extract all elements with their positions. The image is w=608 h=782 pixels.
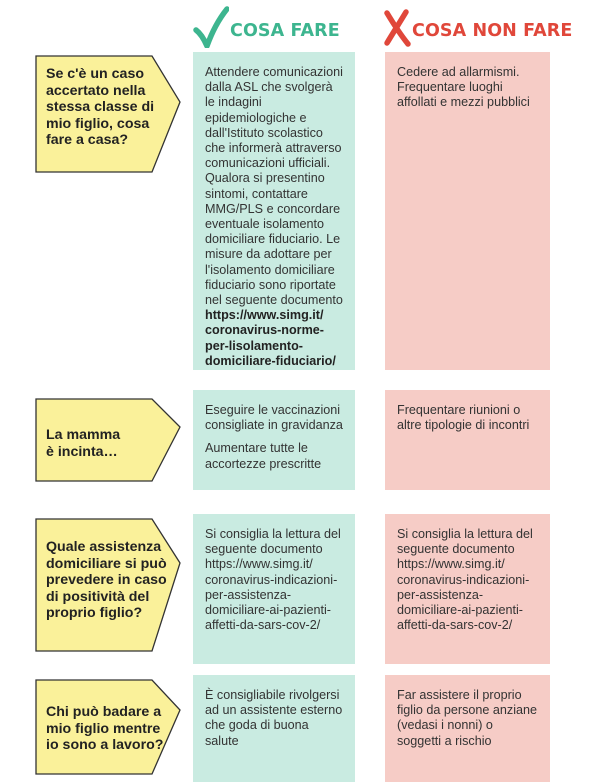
do-text: È consigliabile rivolgersi ad un assistente esterno che goda di buona salute bbox=[205, 688, 343, 748]
do-cell bbox=[193, 514, 355, 664]
header-dont-label: COSA NON FARE bbox=[412, 21, 573, 41]
do-text: Si consiglia la lettura del seguente documento https://www.simg.it/ coronavirus-indicazioni- per-assistenza- domiciliare-ai-pazienti- affetti-da-sars-cov-2/ bbox=[205, 527, 341, 633]
question-card bbox=[34, 517, 190, 653]
dont-text: Far assistere il proprio figlio da persone anziane (vedasi i nonni) o soggetti a rischio bbox=[397, 688, 538, 748]
question-card bbox=[34, 678, 190, 776]
do-text: Eseguire le vaccinazioni consigliate in gravidanza bbox=[205, 403, 343, 433]
do-cell bbox=[193, 675, 355, 782]
dont-cell bbox=[385, 390, 550, 490]
dont-cell bbox=[385, 514, 550, 664]
do-text: Attendere comunicazioni dalla ASL che svolgerà le indagini epidemiologiche e dall'Istituto scolastico che informerà attraverso comunicazioni ufficiali. Qualora si presentino sintomi, contattare MMG/PLS e concordare eventuale isolamento domiciliare fiduciario. Le misure da adottare per l'isolamento domiciliare fiduciario sono riportate nel seguente documento bbox=[205, 65, 343, 308]
document-link[interactable]: https://www.simg.it/ coronavirus-norme- per-lisolamento- domiciliare-fiduciario/ bbox=[205, 308, 336, 368]
question-text: Se c'è un caso accertato nella stessa classe di mio figlio, cosa fare a casa? bbox=[46, 66, 155, 148]
do-cell bbox=[193, 390, 355, 490]
dont-cell bbox=[385, 52, 550, 370]
header-cosa-fare bbox=[193, 6, 340, 48]
question-card bbox=[34, 397, 190, 483]
header-cosa-non-fare bbox=[383, 6, 572, 48]
dont-cell bbox=[385, 675, 550, 782]
question-text: Chi può badare a mio figlio mentre io sono a lavoro? bbox=[46, 704, 164, 753]
question-text: Quale assistenza domiciliare si può prevedere in caso di positività del proprio figlio? bbox=[46, 539, 167, 621]
dont-text: Cedere ad allarmismi. Frequentare luoghi affollati e mezzi pubblici bbox=[397, 65, 530, 110]
dont-text: Si consiglia la lettura del seguente documento https://www.simg.it/ coronavirus-indicazioni- per-assistenza- domiciliare-ai-pazienti- affetti-da-sars-cov-2/ bbox=[397, 527, 533, 633]
checkmark-icon bbox=[193, 6, 229, 48]
question-card bbox=[34, 54, 190, 174]
question-text: La mamma è incinta… bbox=[46, 427, 121, 460]
do-text: Aumentare tutte le accortezze prescritte bbox=[205, 441, 322, 471]
cross-icon bbox=[383, 7, 411, 47]
dont-text: Frequentare riunioni o altre tipologie di incontri bbox=[397, 403, 530, 433]
do-cell bbox=[193, 52, 355, 370]
header-do-label: COSA FARE bbox=[230, 21, 340, 41]
